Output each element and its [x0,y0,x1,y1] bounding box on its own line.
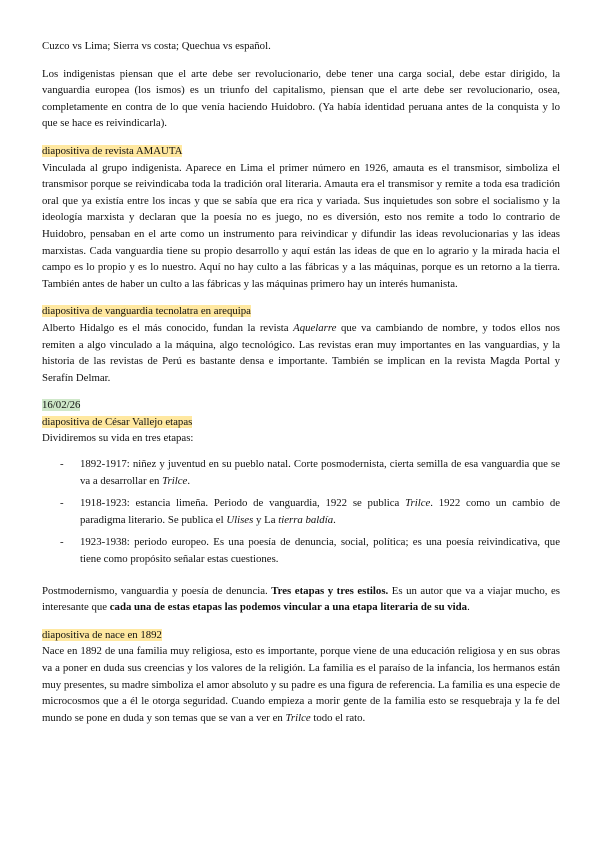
vallejo-heading-highlight: diapositiva de César Vallejo etapas [42,415,193,428]
trilce-title: Trilce [405,497,431,510]
date-line [42,397,560,414]
tecnolatra-heading-highlight: diapositiva de vanguardia tecnolatra en arequipa [42,305,251,318]
tecnolatra-heading [42,303,560,320]
tecnolatra-paragraph [42,320,560,386]
list-item [60,456,560,489]
bullet-dash: - [60,497,64,510]
stage1-text-b: . [187,474,191,487]
stage1-text-a: 1892-1917: niñez y juventud en su pueblo natal. Corte posmodernista, cierta semilla de esa vanguardia que se va a desarrollar en [80,458,560,487]
summary-bold-b: cada una de estas etapas las podemos vincular a una etapa literaria de su vida [109,601,468,614]
ulises-title: Ulises [226,513,254,526]
nace-heading-highlight: diapositiva de nace en 1892 [42,628,162,641]
trilce-title: Trilce [285,711,311,724]
list-item [60,534,560,567]
indigenistas-paragraph: Los indigenistas piensan que el arte debe ser revolucionario, debe tener una carga social, debe estar dirigido, la vanguardia europea (los ismos) es un triunfo del capitalismo, piensan que el arte debe ser revolucionario, osea, completamente en contra de lo que venía haciendo Huidobro. (Ya había identidad peruana antes de la conquista y lo que se hace es reivindicarla). [42,67,560,130]
nace-paragraph [42,643,560,726]
stages-list [60,456,560,568]
stage2-text-c: y La [253,513,279,526]
nace-heading [42,627,560,644]
vallejo-intro: Dividiremos su vida en tres etapas: [42,432,194,445]
nace-text-b: todo el rato. [310,711,366,724]
intro-line: Cuzco vs Lima; Sierra vs costa; Quechua vs español. [42,40,271,52]
vallejo-heading [42,414,560,431]
stage2-text-d: . [333,513,336,526]
amauta-paragraph: Vinculada al grupo indigenista. Aparece en Lima el primer número en 1926, amauta es el transmisor, simboliza el transmisor porque se reivindicaba toda la tradición oral literaria. Amauta era el transmisor y remite a toda esa tradición oral que ya existía entre los incas y que se sabía que era rica y variada. Sus inquietudes son sobre el socialismo y la ideología marxista y declaran que la poesía no es juego, no es diversión, esto nos remite a todo lo contrario de Huidobro, pensaban en el arte como un instrumento para reivindicar y difundir las ideas revolucionarias y las ideas marxistas. Cada vanguardia tiene su propio desarrollo y aquí están las ideas de que en lo agrario y la mirada hacia el campo es lo propio y es lo nuestro. Aquí no hay culto a las fábricas y a las máquinas, porque es un retorno a la tierra. También antes de haber un culto a las fábricas y las máquinas primero hay un interés humanista. [42,161,560,290]
trilce-title: Trilce [162,474,188,487]
summary-text-d: . [467,601,470,614]
list-item [60,495,560,528]
stage3-text: 1923-1938: periodo europeo. Es una poesía de denuncia, social, política; es una poesía reivindicativa, que tiene como propósito señalar estas cuestiones. [80,536,560,566]
stage2-text-b: . 1922 como un cambio de paradigma literario. Se publica el [80,497,561,526]
stage2-text-a: 1918-1923: estancia limeña. Periodo de vanguardia, 1922 se publica [80,497,406,510]
date-highlight: 16/02/26 [42,399,81,412]
summary-text-a: Postmodernismo, vanguardia y poesía de denuncia. [42,584,272,597]
bullet-dash: - [60,458,64,471]
nace-text-a: Nace en 1892 de una familia muy religiosa, esto es importante, porque viene de una educación religiosa y en sus obras va a poner en duda sus creencias y los valores de la religión. La familia es el paraíso de la infancia, los hermanos están muy presentes, su madre simboliza el amor absoluto y su padre es una figura de referencia. La familia es una especie de microcosmos que a él le otorga seguridad. Cuando empieza a morir gente de la familia esto se resquebraja y la fe del mundo se pone en duda y son temas que se van a ver en [42,645,560,724]
tecnolatra-text-a: Alberto Hidalgo es el más conocido, fundan la revista [42,321,294,334]
tierra-baldia-title: tierra baldía [278,513,334,526]
summary-bold-a: Tres etapas y tres estilos. [271,584,389,597]
bullet-dash: - [60,536,64,549]
document-page [42,38,560,726]
aquelarre-title: Aquelarre [293,321,337,334]
amauta-heading [42,143,560,160]
summary-text-c: Es un autor que va a viajar mucho, es interesante que [42,584,560,614]
vallejo-summary [42,583,560,616]
amauta-heading-highlight: diapositiva de revista AMAUTA [42,144,183,157]
tecnolatra-text-b: que va cambiando de nombre, y todos ellos nos remiten a algo vinculado a la máquina, algo tecnológico. Las revistas eran muy importantes en las vanguardias, y la historia de las revistas de Perú es bastante densa e importante. También se implican en la revista Magda Portal y Serafín Delmar. [42,321,560,384]
